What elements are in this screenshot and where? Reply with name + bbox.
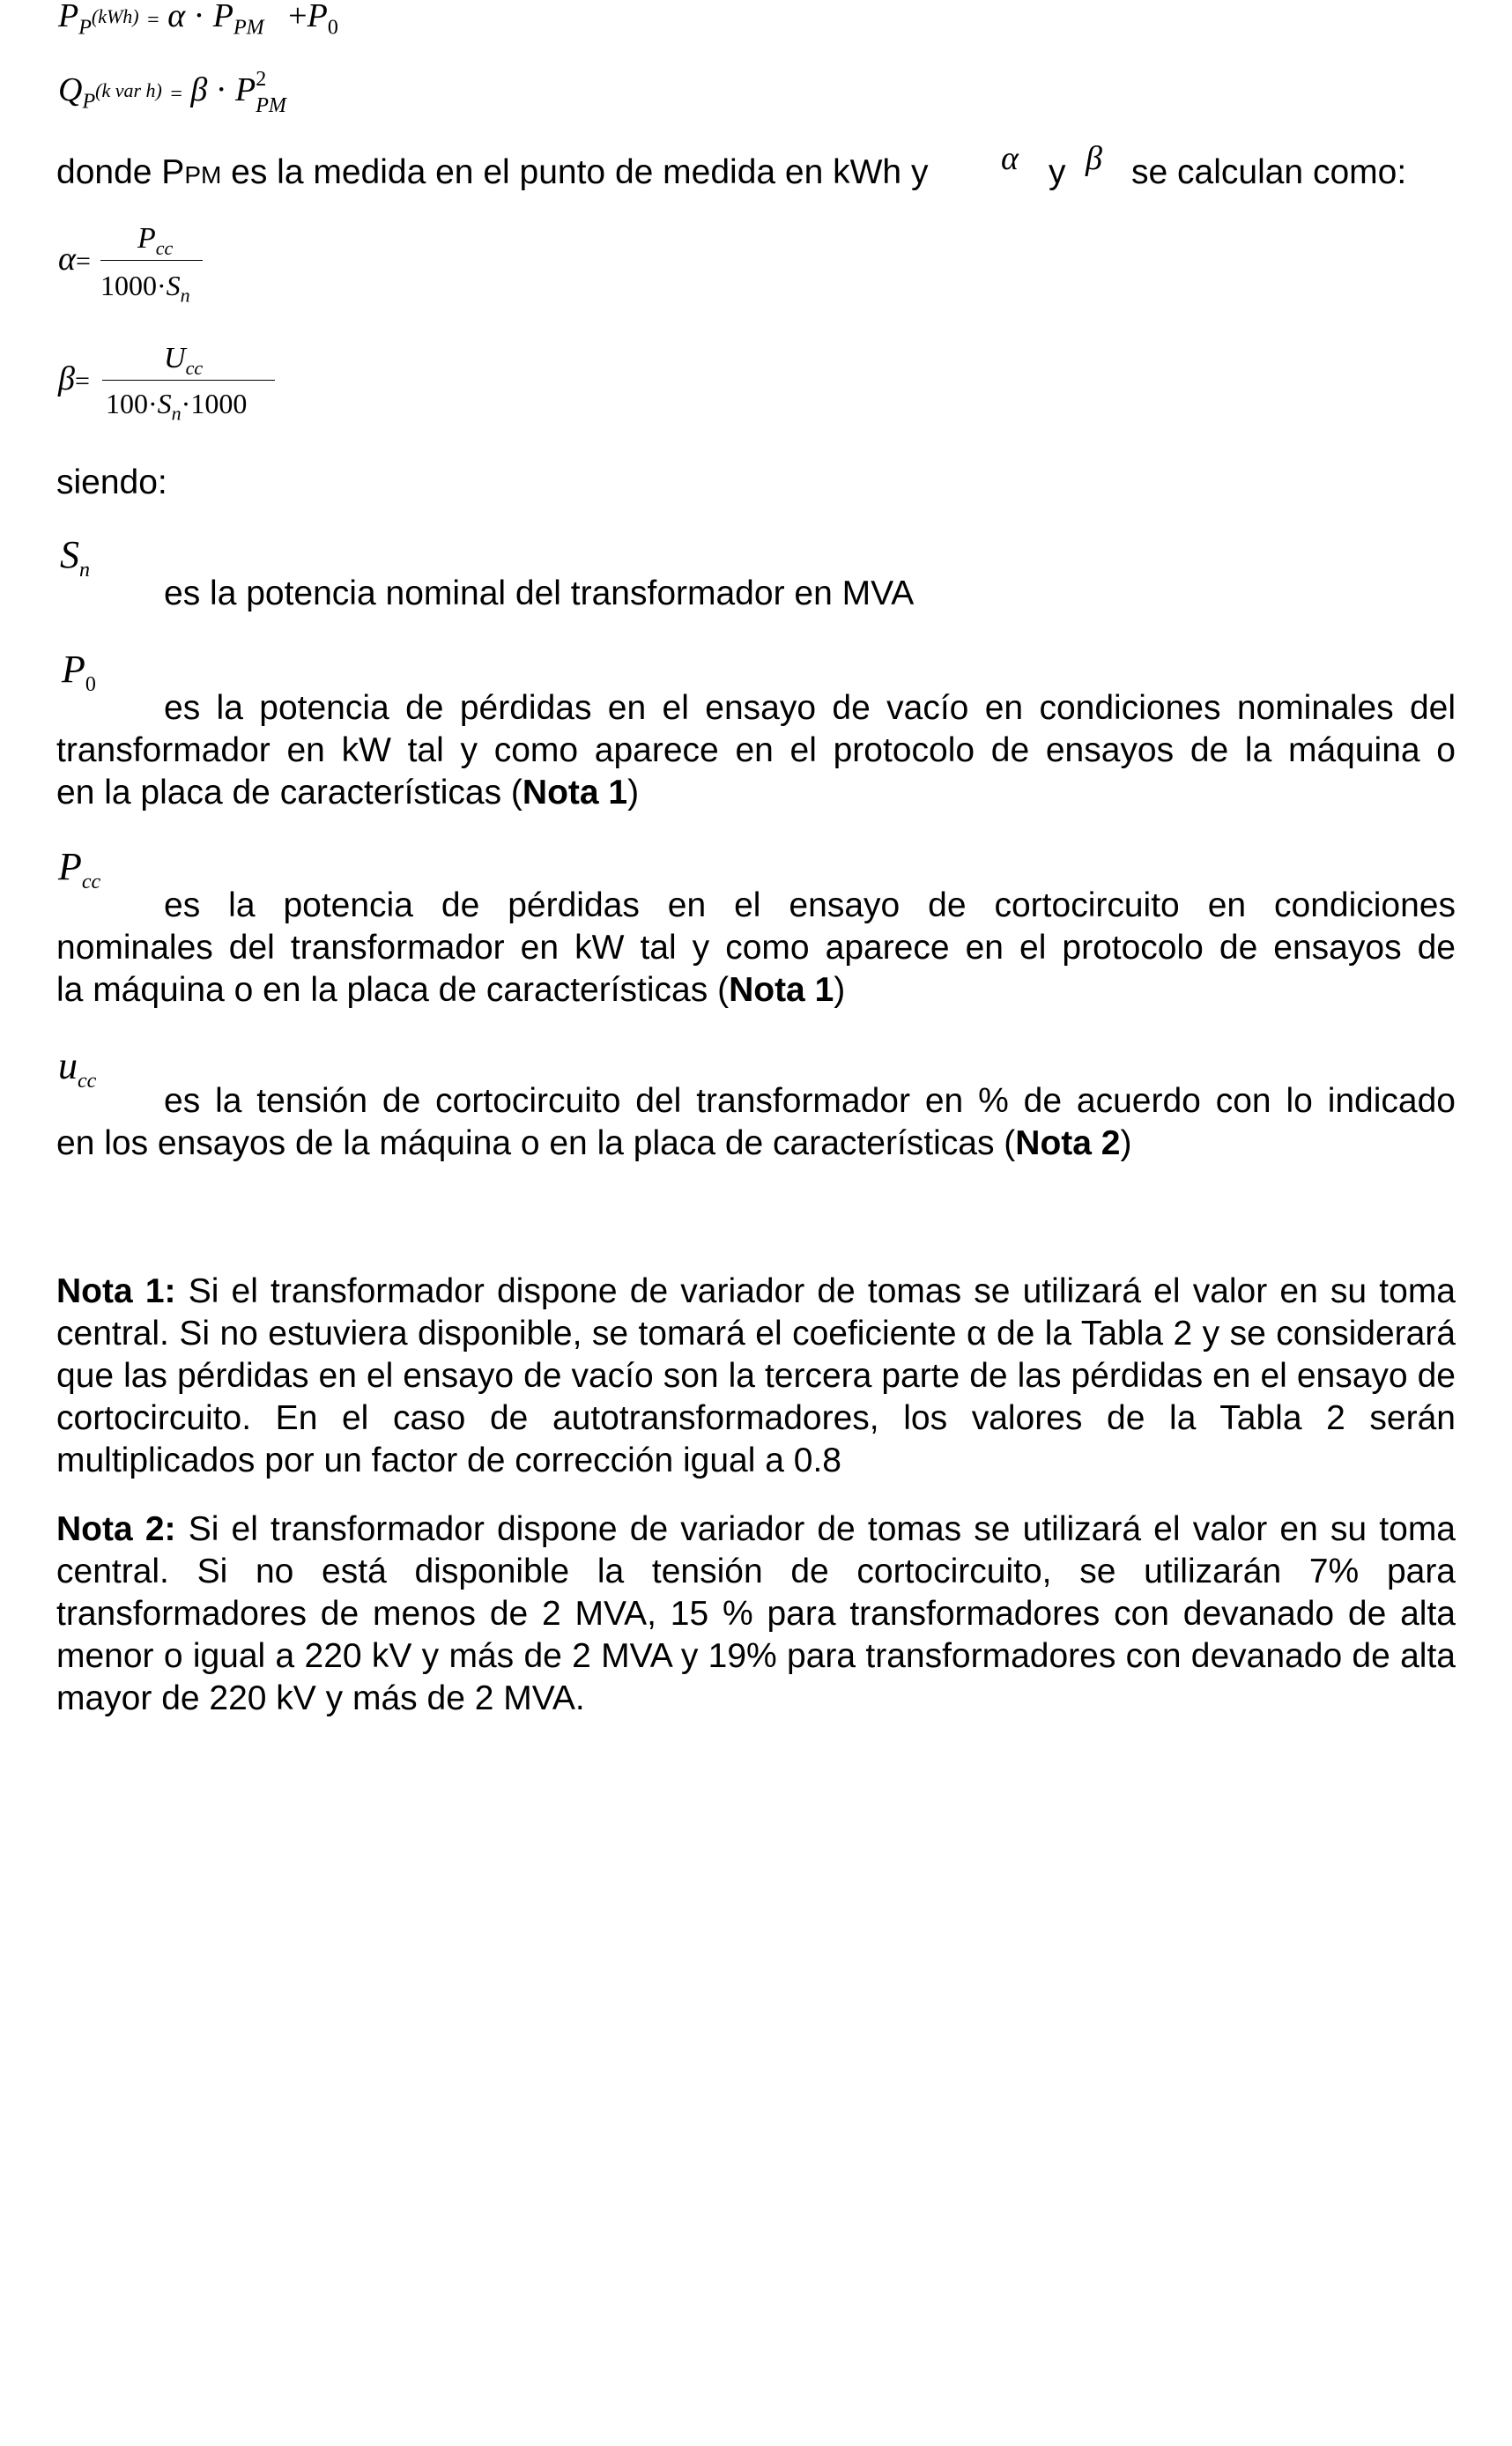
intro-pm-sub: PM bbox=[184, 161, 222, 189]
qp-ppm-sup: 2 bbox=[256, 68, 267, 91]
pcc-symbol-main: P bbox=[58, 845, 82, 888]
alpha-den-var: S bbox=[166, 270, 181, 301]
pp-lhs-sub: P bbox=[78, 16, 92, 40]
pcc-line3-post: ) bbox=[834, 971, 846, 1009]
qp-ppm: P bbox=[235, 71, 256, 108]
p0-line3-post: ) bbox=[627, 774, 640, 812]
alpha-num: P bbox=[137, 222, 156, 255]
ucc-line2-pre: en los ensayos de la máquina o en la placa de características ( bbox=[56, 1124, 1016, 1162]
beta-numerator bbox=[164, 342, 204, 379]
p0-line2: transformador en kW tal y como aparece en el protocolo de ensayos de la máquina o bbox=[56, 731, 1456, 769]
p0-symbol-main: P bbox=[62, 648, 85, 691]
alpha-den-const: 1000 bbox=[100, 270, 157, 301]
alpha-denominator bbox=[100, 270, 190, 307]
pcc-symbol-sub: cc bbox=[81, 870, 101, 893]
intro-pre: donde P bbox=[56, 153, 185, 191]
beta-den-dot2: · bbox=[181, 388, 191, 419]
alpha-den-sub: n bbox=[180, 284, 190, 307]
pp-formula bbox=[58, 0, 338, 40]
alpha-den-dot: · bbox=[157, 270, 167, 301]
pp-unit: (kWh) bbox=[91, 5, 139, 27]
intro-mid: es la medida en el punto de medida en kWh y bbox=[221, 153, 929, 191]
alpha-num-sub: cc bbox=[155, 236, 174, 259]
nota1-paragraph bbox=[56, 1271, 1456, 1482]
qp-ppm-sub: PM bbox=[256, 94, 286, 117]
ucc-line2-post: ) bbox=[1120, 1124, 1132, 1162]
beta-lhs: β bbox=[58, 360, 75, 397]
pcc-nota-ref: Nota 1 bbox=[729, 971, 834, 1009]
ucc-line1: es la tensión de cortocircuito del transformador en % de acuerdo con lo indicado bbox=[164, 1082, 1456, 1120]
qp-lhs-sub: P bbox=[82, 90, 96, 114]
beta-formula bbox=[58, 359, 90, 398]
pp-ppm-sub: PM bbox=[233, 16, 264, 40]
pp-p0-sub: 0 bbox=[327, 16, 338, 40]
intro-post: se calculan como: bbox=[1131, 153, 1407, 191]
nota2-paragraph bbox=[56, 1508, 1456, 1720]
beta-denominator bbox=[106, 388, 248, 425]
nota2-text: Si el transformador dispone de variador de tomas se utilizará el valor en su toma central. Si no está disponible la tensión de cortocircuito, se utilizarán 7% para transformadores de menos de 2 MVA, 15 % para transformadores con devanado de alta menor o igual a 220 kV y más de 2 MVA y 19% para transformadores con devanado de alta mayor de 220 kV y más de 2 MVA. bbox=[56, 1510, 1456, 1717]
qp-beta: β bbox=[190, 71, 208, 108]
sn-symbol-sub: n bbox=[79, 558, 90, 582]
beta-fraction-bar bbox=[102, 380, 275, 381]
p0-line1: es la potencia de pérdidas en el ensayo de vacío en condiciones nominales del bbox=[164, 689, 1456, 727]
p0-line3 bbox=[56, 772, 639, 814]
qp-eq: = bbox=[170, 83, 182, 106]
pp-alpha: α bbox=[167, 0, 186, 34]
nota1-text: Si el transformador dispone de variador de tomas se utilizará el valor en su toma central. Si no estuviera disponible, se tomará el coeficiente α de la Tabla 2 y se considerará que las pérdidas en el ensayo de vacío son la tercera parte de las pérdidas en el ensayo de cortocircuito. En el caso de autotransformadores, los valores de la Tabla 2 serán multiplicados por un factor de corrección igual a 0.8 bbox=[56, 1272, 1456, 1479]
beta-den-sub: n bbox=[171, 402, 182, 425]
beta-num-sub: cc bbox=[185, 356, 204, 379]
ucc-symbol-main: u bbox=[58, 1044, 78, 1087]
intro-beta: β bbox=[1086, 140, 1102, 177]
pcc-line3-pre: la máquina o en la placa de características ( bbox=[56, 971, 730, 1009]
alpha-lhs: α bbox=[58, 241, 76, 278]
intro-y: y bbox=[1049, 153, 1066, 191]
nota2-label: Nota 2: bbox=[56, 1510, 176, 1548]
p0-line3-pre: en la placa de características ( bbox=[56, 774, 523, 812]
pcc-line1: es la potencia de pérdidas en el ensayo de cortocircuito en condiciones bbox=[164, 886, 1456, 924]
pp-ppm: P bbox=[212, 0, 234, 34]
pp-eq: = bbox=[147, 9, 159, 32]
sn-symbol-main: S bbox=[60, 533, 79, 576]
qp-lhs: Q bbox=[58, 71, 83, 108]
beta-den-const: 100 bbox=[106, 388, 148, 419]
ucc-line2 bbox=[56, 1123, 1132, 1165]
siendo-label: siendo: bbox=[56, 463, 167, 501]
pcc-line2: nominales del transformador en kW tal y como aparece en el protocolo de ensayos de bbox=[56, 929, 1456, 967]
qp-dot: · bbox=[215, 71, 227, 108]
alpha-eq: = bbox=[75, 247, 91, 276]
beta-den-dot: · bbox=[148, 388, 158, 419]
p0-nota-ref: Nota 1 bbox=[522, 774, 628, 812]
intro-line bbox=[56, 152, 928, 196]
qp-unit: (k var h) bbox=[95, 79, 162, 101]
pp-lhs: P bbox=[58, 0, 79, 34]
p0-symbol-sub: 0 bbox=[85, 672, 96, 696]
alpha-fraction-bar bbox=[100, 260, 203, 261]
pp-plus: + bbox=[288, 0, 308, 34]
p0-symbol bbox=[62, 647, 96, 696]
pp-p0: P bbox=[307, 0, 328, 34]
intro-alpha: α bbox=[1001, 140, 1019, 177]
alpha-numerator bbox=[137, 222, 174, 259]
alpha-formula bbox=[58, 240, 91, 278]
beta-den-var: S bbox=[157, 388, 172, 419]
qp-formula bbox=[58, 68, 294, 117]
beta-den-const2: 1000 bbox=[190, 388, 248, 419]
ucc-symbol-sub: cc bbox=[78, 1069, 97, 1093]
beta-eq: = bbox=[74, 367, 90, 396]
ucc-nota-ref: Nota 2 bbox=[1015, 1124, 1121, 1162]
ucc-symbol bbox=[58, 1043, 97, 1093]
pcc-line3 bbox=[56, 969, 845, 1012]
sn-text: es la potencia nominal del transformador en MVA bbox=[164, 574, 915, 612]
nota1-label: Nota 1: bbox=[56, 1272, 176, 1310]
beta-num: U bbox=[164, 342, 186, 374]
pp-dot: · bbox=[193, 0, 205, 34]
sn-symbol bbox=[60, 532, 90, 582]
pcc-symbol bbox=[58, 844, 101, 893]
